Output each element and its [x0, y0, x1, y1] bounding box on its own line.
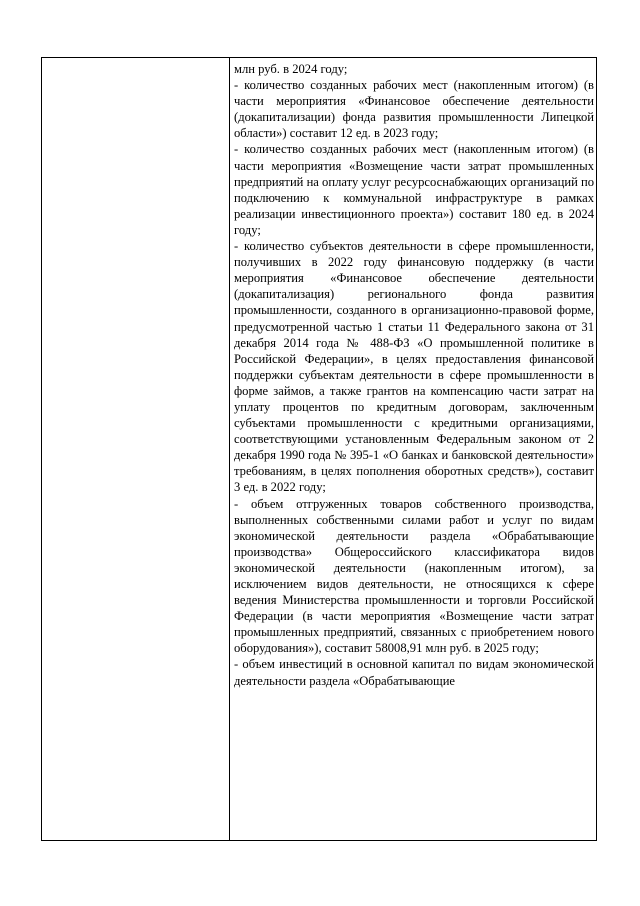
paragraph-shipped-goods: - объем отгруженных товаров собственного производства, выполненных собственными силами работ и услуг по видам экономической деятельности раздела «Обрабатывающие производства» Общероссийского классификатора видов экономической деятельности (накопленным итогом), за исключением видов деятельности, не относящихся к сфере ведения Министерства промышленности и торговли Российской Федерации (в части мероприятия «Возмещение части затрат промышленных предприятий, связанных с приобретением нового оборудования»), составит 58008,91 млн руб. в 2025 году; — [234, 496, 594, 656]
paragraph-investments: - объем инвестиций в основной капитал по видам экономической деятельности раздела «Обрабатывающие — [234, 657, 594, 688]
document-table — [41, 57, 597, 841]
paragraph-jobs-fund: - количество созданных рабочих мест (накопленным итогом) (в части мероприятия «Финансовое обеспечение деятельности (докапитализации) фонда развития промышленности Липецкой области») составит 12 ед. в 2023 году; — [234, 78, 594, 141]
paragraph-continuation: млн руб. в 2024 году; — [234, 62, 348, 76]
paragraph-industry-subjects: - количество субъектов деятельности в сфере промышленности, получивших в 2022 году финансовую поддержку (в части мероприятия «Финансовое обеспечение деятельности (докапитализация) регионального фонда развития промышленности, созданного в организационно-правовой форме, предусмотренной частью 1 статьи 11 Федерального закона от 31 декабря 2014 года № 488-ФЗ «О промышленной политике в Российской Федерации», в целях предоставления финансовой поддержки субъектам деятельности в сфере промышленности в форме займов, а также грантов на компенсацию части затрат на уплату процентов по кредитным договорам, заключенным субъектами промышленности с кредитными организациями, соответствующими установленным Федеральным законом от 2 декабря 1990 года № 395-1 «О банках и банковской деятельности» требованиям, в целях пополнения оборотных средств»), составит 3 ед. в 2022 году; — [234, 239, 594, 495]
paragraph-jobs-utilities: - количество созданных рабочих мест (накопленным итогом) (в части мероприятия «Возмещение части затрат промышленных предприятий на оплату услуг ресурсоснабжающих организаций по подключению к коммунальной инфраструктуре в рамках реализации инвестиционного проекта») составит 180 ед. в 2024 году; — [234, 142, 595, 237]
table-right-cell — [230, 58, 596, 840]
table-left-cell — [42, 58, 230, 840]
